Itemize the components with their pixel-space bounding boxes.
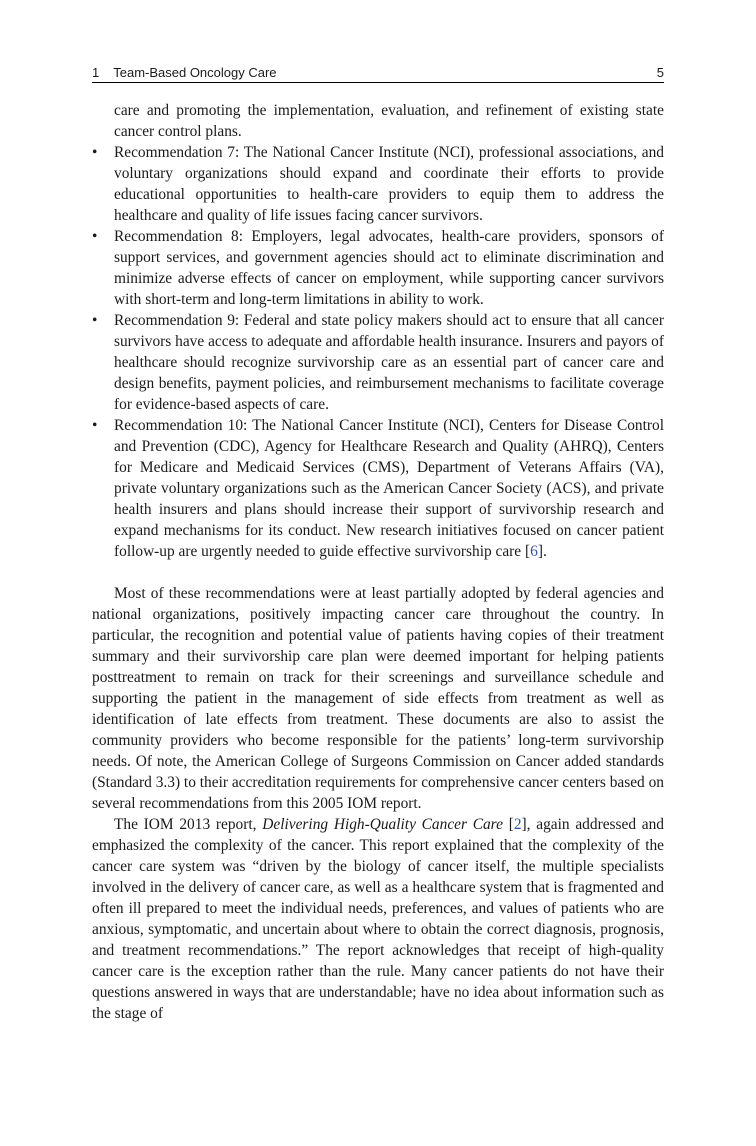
report-title: Delivering High-Quality Cancer Care [262,816,503,833]
recommendation-text-end: ]. [537,543,547,560]
citation-link[interactable]: 6 [530,543,538,560]
recommendation-text: Recommendation 7: The National Cancer Institute (NCI), professional associations, and voluntary organizations should expand and coordinate their efforts to provide educational opportunities to health-care providers to equip them to address the healthcare and quality of life issues facing cancer survivors. [114,144,664,224]
paragraph-text: ], again addressed and emphasized the complexity of the cancer. This report explained that the complexity of the cancer care system was “driven by the biology of cancer itself, the multiple specialists involved in the delivery of cancer care, as well as a healthcare system that is fragmented and often ill prepared to meet the individual needs, preferences, and values of patients who are anxious, symptomatic, and uncertain about where to obtain the correct diagnosis, prognosis, and treatment recommendations.” The report acknowledges that receipt of high-quality cancer care is the exception rather than the rule. Many cancer patients do not have their questions answered in ways that are understandable; have no idea about information such as the stage of [92,816,665,1022]
body-paragraph [92,814,664,1024]
bullet-icon: • [92,417,98,434]
chapter-title: Team-Based Oncology Care [113,65,277,80]
chapter-number: 1 [92,65,100,80]
list-item [92,142,664,226]
list-item [92,226,664,310]
body-paragraph: Most of these recommendations were at least partially adopted by federal agencies and national organizations, positively impacting cancer care throughout the country. In particular, the recognition and potential value of patients having copies of their treatment summary and their survivorship care plan were deemed important for helping patients posttreatment to remain on track for their screenings and surveillance schedule and supporting the patient in the management of side effects from treatment as well as identification of late effects from treatment. These documents are also to assist the community providers who become responsible for the patients’ long-term survivorship needs. Of note, the American College of Surgeons Commission on Cancer added standards (Standard 3.3) to their accreditation requirements for comprehensive cancer centers based on several recommendations from this 2005 IOM report. [92,585,664,812]
recommendation-list [92,142,664,562]
paragraph-text: The IOM 2013 report, [114,816,263,833]
bullet-icon: • [92,228,98,245]
page-number: 5 [656,65,664,80]
list-item [92,310,664,415]
continued-text: care and promoting the implementation, evaluation, and refinement of existing state cancer control plans. [114,102,664,140]
recommendation-text: Recommendation 10: The National Cancer Institute (NCI), Centers for Disease Control and Prevention (CDC), Agency for Healthcare Research and Quality (AHRQ), Centers for Medicare and Medicaid Services (CMS), Department of Veterans Affairs (VA), private voluntary organizations such as the American Cancer Society (ACS), and private health insurers and plans should increase their support of survivorship research and expand mechanisms for its conduct. New research initiatives focused on cancer patient follow-up are urgently needed to guide effective survivorship care [ [114,417,664,560]
list-item [92,415,664,562]
bullet-icon: • [92,312,98,329]
citation-link[interactable]: 2 [513,816,522,833]
recommendation-text: Recommendation 8: Employers, legal advocates, health-care providers, sponsors of support services, and government agencies should act to eliminate discrimination and minimize adverse effects of cancer on employment, while supporting cancer survivors with short-term and long-term limitations in ability to work. [114,228,664,308]
citation-open: [ [502,816,514,833]
running-header [92,58,664,83]
chapter-heading [92,65,277,80]
bullet-icon: • [92,144,98,161]
recommendation-text: Recommendation 9: Federal and state policy makers should act to ensure that all cancer survivors have access to adequate and affordable health insurance. Insurers and payors of healthcare should recognize survivorship care as an essential part of cancer care and design benefits, payment policies, and reimbursement mechanisms to facilitate coverage for evidence-based aspects of care. [114,312,664,413]
page-body [92,100,664,1024]
